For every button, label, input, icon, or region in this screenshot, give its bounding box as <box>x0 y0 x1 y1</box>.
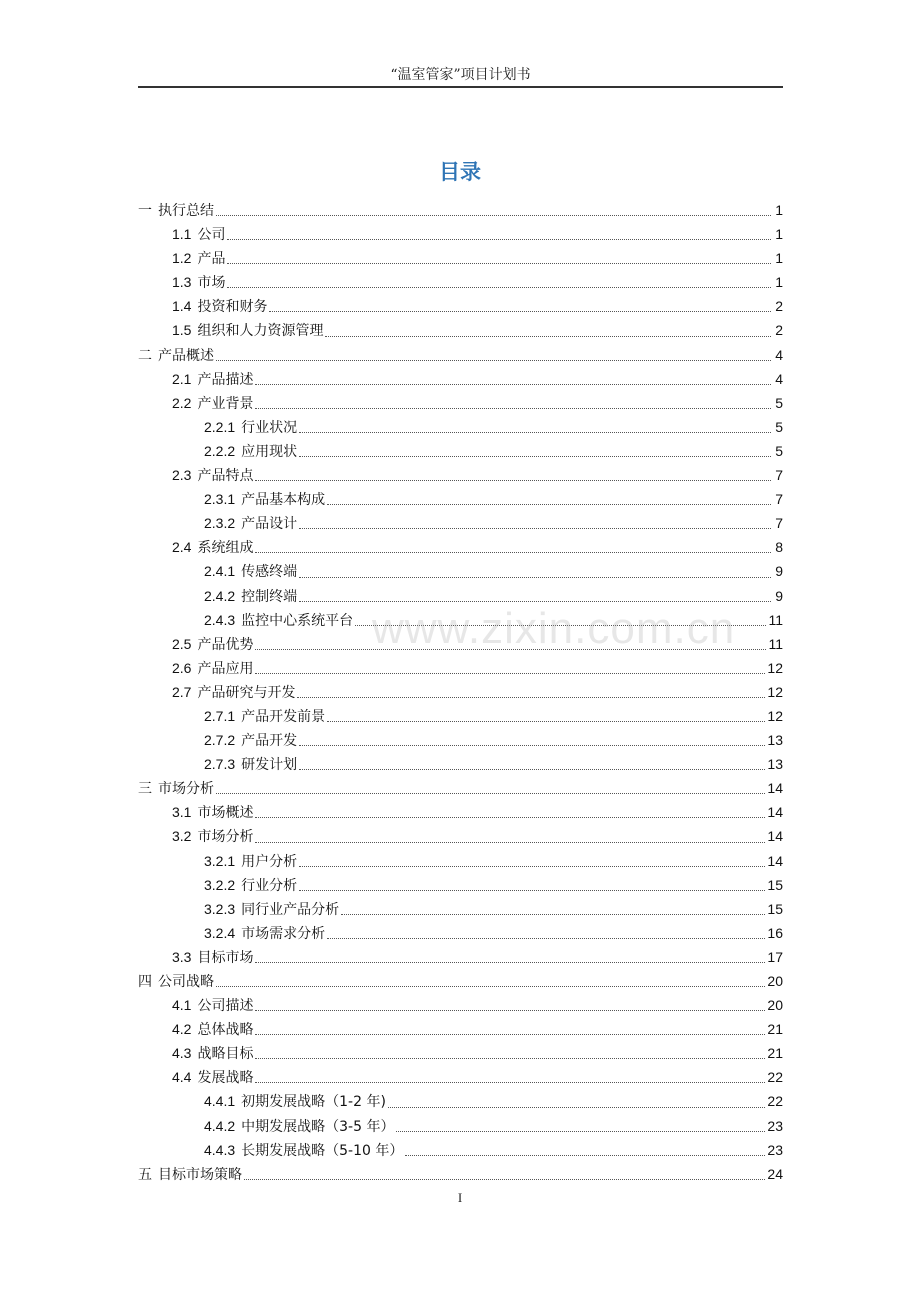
toc-entry[interactable] <box>138 921 783 945</box>
header-rule <box>138 86 783 88</box>
toc-entry-title: 市场概述 <box>197 805 254 822</box>
toc-entry-title: 目标市场策略 <box>158 1166 242 1183</box>
toc-dot-leader <box>299 866 765 867</box>
toc-entry-number: 2.7.1 <box>204 707 236 724</box>
toc-dot-leader <box>299 528 771 529</box>
toc-entry-page: 16 <box>767 924 783 941</box>
toc-dot-leader <box>299 432 771 433</box>
toc-entry[interactable] <box>138 993 783 1017</box>
toc-dot-leader <box>216 986 765 987</box>
toc-entry[interactable] <box>138 824 783 848</box>
toc-entry-number: 4.4.1 <box>204 1093 236 1110</box>
toc-entry-number: 2.4.3 <box>204 611 236 628</box>
toc-entry-title: 产品应用 <box>197 660 254 677</box>
toc-entry-number: 2.1 <box>172 370 192 387</box>
toc-entry-number: 1.5 <box>172 322 192 339</box>
toc-entry-page: 17 <box>767 948 783 965</box>
toc-entry[interactable] <box>138 1017 783 1041</box>
toc-dot-leader <box>227 239 771 240</box>
toc-dot-leader <box>255 1082 765 1083</box>
toc-entry-page: 2 <box>775 298 783 315</box>
toc-entry-title: 市场 <box>197 275 226 292</box>
toc-entry[interactable] <box>138 415 783 439</box>
toc-entry[interactable] <box>138 1089 783 1113</box>
toc-entry-number: 五 <box>138 1165 152 1182</box>
toc-dot-leader <box>216 793 765 794</box>
toc-entry-page: 1 <box>775 226 783 243</box>
toc-entry-title: 产品研究与开发 <box>197 684 296 701</box>
toc-entry[interactable] <box>138 294 783 318</box>
toc-entry-title: 产品基本构成 <box>241 492 326 509</box>
toc-entry-page: 5 <box>775 394 783 411</box>
toc-entry-number: 2.2 <box>172 394 192 411</box>
toc-entry-number: 4.4.3 <box>204 1141 236 1158</box>
toc-entry-title: 产业背景 <box>197 395 254 412</box>
toc-entry-number: 3.1 <box>172 804 192 821</box>
toc-entry-title: 公司描述 <box>197 998 254 1015</box>
toc-dot-leader <box>327 721 765 722</box>
toc-entry-number: 2.6 <box>172 659 192 676</box>
toc-dot-leader <box>216 215 771 216</box>
toc-entry-number: 2.4.2 <box>204 587 236 604</box>
toc-dot-leader <box>255 1058 765 1059</box>
toc-dot-leader <box>299 601 771 602</box>
toc-entry-number: 3.3 <box>172 948 192 965</box>
toc-entry-page: 5 <box>775 418 783 435</box>
toc-entry-title: 目标市场 <box>197 949 254 966</box>
toc-entry-number: 2.4.1 <box>204 563 236 580</box>
toc-entry-page: 13 <box>767 756 783 773</box>
toc-dot-leader <box>297 697 765 698</box>
toc-entry-title: 产品开发前景 <box>241 708 326 725</box>
toc-entry-page: 23 <box>767 1141 783 1158</box>
toc-entry-number: 3.2.3 <box>204 900 236 917</box>
toc-dot-leader <box>227 263 771 264</box>
toc-entry[interactable] <box>138 1065 783 1089</box>
toc-entry-page: 11 <box>768 635 783 652</box>
toc-entry-number: 2.7 <box>172 683 192 700</box>
toc-entry-title: 战略目标 <box>197 1046 254 1063</box>
toc-entry-page: 7 <box>775 515 783 532</box>
toc-entry-title: 产品设计 <box>241 516 298 533</box>
running-header: “温室管家”项目计划书 <box>390 67 531 83</box>
toc-entry-page: 24 <box>767 1165 783 1182</box>
toc-dot-leader <box>299 456 771 457</box>
toc-dot-leader <box>244 1179 765 1180</box>
toc-dot-leader <box>299 745 765 746</box>
toc-dot-leader <box>341 914 765 915</box>
toc-entry[interactable] <box>138 800 783 824</box>
toc-entry-number: 2.4 <box>172 539 192 556</box>
toc-entry-page: 2 <box>775 322 783 339</box>
toc-entry[interactable] <box>138 752 783 776</box>
toc-entry-title: 产品 <box>197 251 226 268</box>
toc-entry-page: 15 <box>767 900 783 917</box>
toc-entry-page: 12 <box>767 659 783 676</box>
toc-entry-title: 长期发展战略（5-10 年） <box>241 1142 404 1159</box>
toc-entry-page: 1 <box>775 202 783 218</box>
toc-entry-number: 2.2.2 <box>204 442 236 459</box>
toc-dot-leader <box>255 408 771 409</box>
toc-entry-number: 4.1 <box>172 997 192 1014</box>
toc-dot-leader <box>255 673 765 674</box>
toc-entry-page: 1 <box>775 250 783 267</box>
watermark: www.zixin.com.cn <box>372 604 736 653</box>
toc-entry[interactable] <box>138 535 783 559</box>
toc-dot-leader <box>255 1010 765 1011</box>
toc-entry-number: 1.3 <box>172 274 192 291</box>
toc-entry[interactable] <box>138 222 783 246</box>
toc-entry-title: 公司 <box>197 227 226 244</box>
toc-entry-page: 9 <box>775 587 783 604</box>
toc-entry-title: 系统组成 <box>197 540 254 557</box>
toc-entry-title: 组织和人力资源管理 <box>197 323 324 340</box>
toc-entry-number: 4.2 <box>172 1021 192 1038</box>
toc-entry[interactable] <box>138 391 783 415</box>
toc-entry-title: 总体战略 <box>197 1022 254 1039</box>
toc-entry-page: 21 <box>767 1045 783 1062</box>
toc-entry-number: 2.5 <box>172 635 192 652</box>
toc-entry[interactable] <box>138 1114 783 1138</box>
toc-entry-title: 市场分析 <box>197 829 254 846</box>
toc-entry-number: 1.4 <box>172 298 192 315</box>
toc-entry[interactable] <box>138 246 783 270</box>
toc-entry-number: 二 <box>138 346 152 363</box>
toc-dot-leader <box>325 336 771 337</box>
toc-entry-number: 1.2 <box>172 250 192 267</box>
toc-entry[interactable] <box>138 439 783 463</box>
toc-entry-page: 12 <box>767 707 783 724</box>
toc-entry[interactable] <box>138 945 783 969</box>
toc-entry[interactable] <box>138 849 783 873</box>
toc-entry-title: 市场分析 <box>158 781 214 798</box>
toc-entry-page: 9 <box>775 563 783 580</box>
toc-entry-number: 3.2.4 <box>204 924 236 941</box>
toc-entry[interactable] <box>138 897 783 921</box>
toc-entry-title: 行业分析 <box>241 877 298 894</box>
toc-entry-page: 14 <box>767 780 783 797</box>
toc-entry-number: 2.2.1 <box>204 418 236 435</box>
toc-dot-leader <box>388 1107 766 1108</box>
toc-entry-page: 14 <box>767 828 783 845</box>
toc-title: 目录 <box>439 160 481 184</box>
toc-entry-page: 14 <box>767 852 783 869</box>
toc-entry-title: 产品优势 <box>197 636 254 653</box>
toc-entry-title: 产品特点 <box>197 468 254 485</box>
toc-entry-number: 4.3 <box>172 1045 192 1062</box>
toc-entry-title: 初期发展战略（1-2 年) <box>241 1094 386 1111</box>
toc-entry-title: 产品概述 <box>158 347 214 364</box>
toc-entry-title: 应用现状 <box>241 443 298 460</box>
toc-entry-page: 23 <box>767 1117 783 1134</box>
page-number: I <box>457 1190 463 1205</box>
toc-entry-title: 投资和财务 <box>197 299 268 316</box>
toc-dot-leader <box>405 1155 765 1156</box>
toc-entry[interactable] <box>138 680 783 704</box>
toc-entry-number: 四 <box>138 973 152 989</box>
toc-entry-number: 4.4 <box>172 1069 192 1086</box>
toc-entry-title: 行业状况 <box>241 419 298 436</box>
toc-entry-title: 用户分析 <box>241 853 298 870</box>
toc-dot-leader <box>227 287 771 288</box>
toc-entry-number: 2.3.2 <box>204 515 236 532</box>
toc-entry-title: 控制终端 <box>241 588 298 605</box>
toc-dot-leader <box>255 1034 765 1035</box>
toc-entry-title: 产品描述 <box>197 371 254 388</box>
toc-dot-leader <box>299 769 765 770</box>
toc-entry-title: 监控中心系统平台 <box>241 612 354 629</box>
toc-dot-leader <box>255 480 771 481</box>
toc-entry-page: 7 <box>775 491 783 508</box>
toc-entry[interactable] <box>138 969 783 993</box>
toc-entry-title: 市场需求分析 <box>241 925 326 942</box>
toc-entry-number: 三 <box>138 780 152 797</box>
toc-entry-page: 11 <box>768 611 783 628</box>
toc-entry[interactable] <box>138 656 783 680</box>
toc-dot-leader <box>299 890 765 891</box>
toc-entry[interactable] <box>138 728 783 752</box>
toc-dot-leader <box>255 962 765 963</box>
toc-entry-page: 5 <box>775 442 783 459</box>
toc-entry-number: 一 <box>138 202 152 218</box>
toc-entry-title: 传感终端 <box>241 564 298 581</box>
toc-entry-page: 7 <box>775 467 783 484</box>
toc-entry-number: 1.1 <box>172 226 192 243</box>
toc-dot-leader <box>396 1131 765 1132</box>
toc-entry-number: 4.4.2 <box>204 1117 236 1134</box>
toc-entry[interactable] <box>138 343 783 367</box>
toc-entry-page: 4 <box>775 370 783 387</box>
toc-dot-leader <box>269 311 771 312</box>
toc-entry[interactable] <box>138 487 783 511</box>
toc-entry-number: 2.3.1 <box>204 491 236 508</box>
toc-dot-leader <box>255 552 771 553</box>
toc-entry-title: 公司战略 <box>158 974 214 990</box>
toc-entry[interactable] <box>138 318 783 342</box>
toc-entry[interactable] <box>138 1041 783 1065</box>
toc-entry[interactable] <box>138 270 783 294</box>
toc-entry-number: 3.2.2 <box>204 876 236 893</box>
toc-dot-leader <box>255 842 765 843</box>
toc-entry[interactable] <box>138 1138 783 1162</box>
toc-entry-page: 4 <box>775 346 783 363</box>
toc-entry-page: 1 <box>775 274 783 291</box>
toc-entry-number: 2.7.2 <box>204 732 236 749</box>
toc-entry-page: 21 <box>767 1021 783 1038</box>
toc-entry-page: 13 <box>767 732 783 749</box>
toc-entry[interactable] <box>138 511 783 535</box>
toc-entry[interactable] <box>138 873 783 897</box>
toc-dot-leader <box>216 360 771 361</box>
toc-dot-leader <box>255 817 765 818</box>
toc-entry-page: 15 <box>767 876 783 893</box>
toc-entry-title: 中期发展战略（3-5 年） <box>241 1118 395 1135</box>
toc-entry-number: 3.2 <box>172 828 192 845</box>
toc-dot-leader <box>327 938 765 939</box>
toc-entry-title: 产品开发 <box>241 733 298 750</box>
toc-entry-title: 同行业产品分析 <box>241 901 340 918</box>
toc-entry[interactable] <box>138 776 783 800</box>
toc-entry[interactable] <box>138 198 783 222</box>
toc-entry-number: 2.7.3 <box>204 756 236 773</box>
toc-entry-page: 14 <box>767 804 783 821</box>
toc-entry-number: 2.3 <box>172 467 192 484</box>
toc-entry-title: 研发计划 <box>241 757 298 774</box>
toc-entry-title: 发展战略 <box>197 1070 254 1087</box>
toc-entry[interactable] <box>138 1162 783 1186</box>
toc-entry-page: 8 <box>775 539 783 556</box>
toc-entry-number: 3.2.1 <box>204 852 236 869</box>
toc-entry[interactable] <box>138 559 783 583</box>
toc-entry-title: 执行总结 <box>158 203 214 219</box>
toc-entry-page: 12 <box>767 683 783 700</box>
toc-dot-leader <box>327 504 771 505</box>
toc-entry[interactable] <box>138 704 783 728</box>
toc-entry-page: 20 <box>767 997 783 1014</box>
toc-entry-page: 22 <box>767 1093 783 1110</box>
toc-entry-page: 22 <box>767 1069 783 1086</box>
toc-dot-leader <box>299 577 771 578</box>
toc-entry[interactable] <box>138 367 783 391</box>
toc-entry-page: 20 <box>767 973 783 989</box>
toc-entry[interactable] <box>138 463 783 487</box>
toc-dot-leader <box>255 384 771 385</box>
toc-list <box>138 198 783 1186</box>
